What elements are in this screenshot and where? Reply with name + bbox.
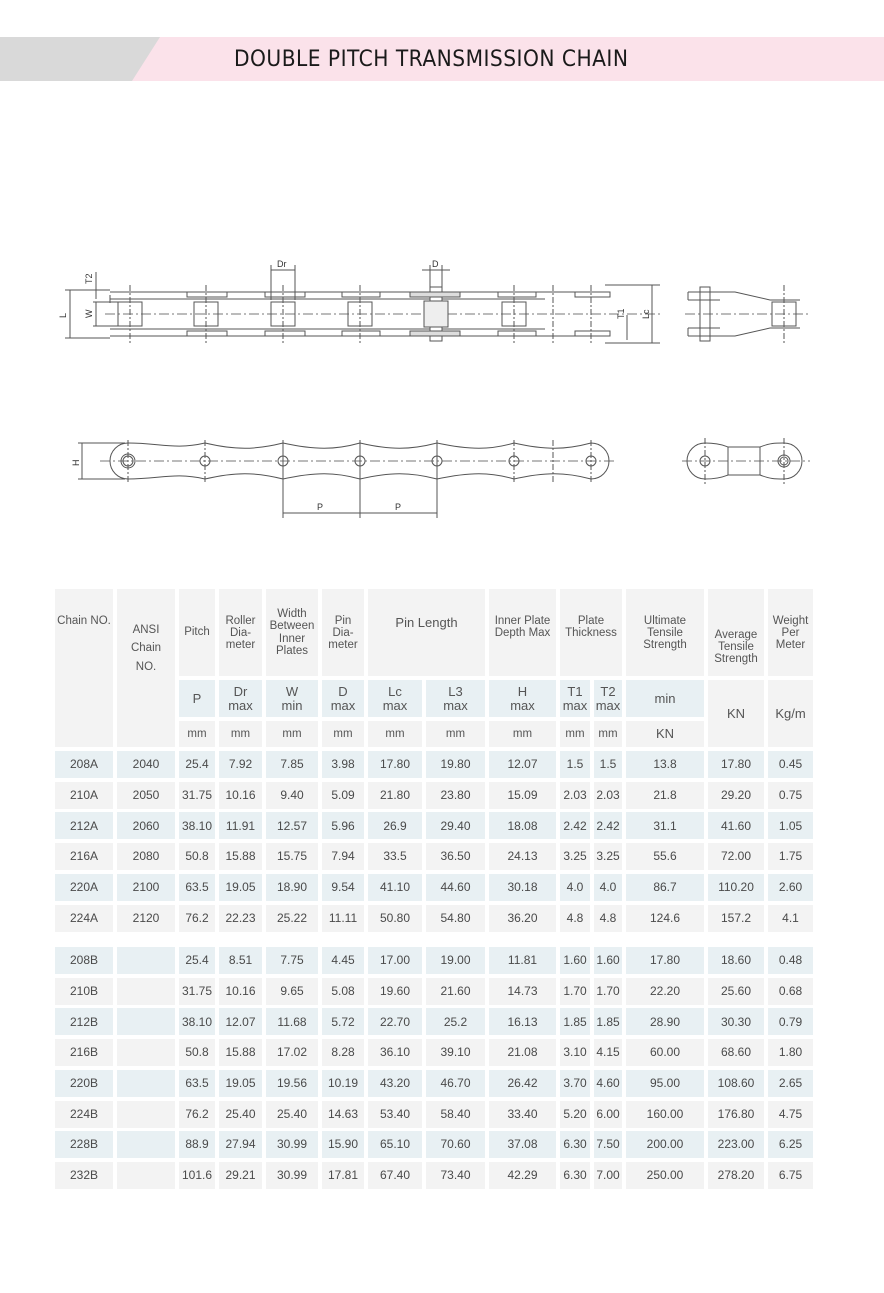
header-inner-plate-depth: Inner Plate Depth Max [489, 589, 556, 676]
cell-pin-length-l3: 44.60 [426, 874, 485, 901]
cell-ansi-no [117, 1131, 175, 1158]
cell-pitch: 25.4 [179, 751, 215, 778]
cell-pin-length-lc: 26.9 [368, 812, 422, 839]
cell-plate-t2: 4.15 [594, 1039, 622, 1066]
cell-plate-t2: 1.70 [594, 978, 622, 1005]
chain-side-view [71, 440, 615, 518]
page-title: DOUBLE PITCH TRANSMISSION CHAIN [234, 47, 629, 72]
cell-roller-dia: 11.91 [219, 812, 262, 839]
cell-width-inner: 9.40 [266, 782, 318, 809]
cell-width-inner: 15.75 [266, 843, 318, 870]
cell-inner-plate-depth: 37.08 [489, 1131, 556, 1158]
cell-plate-t2: 4.8 [594, 905, 622, 932]
cell-chain-no: 224B [55, 1101, 113, 1128]
label-t2: T2 [84, 273, 94, 284]
header-average-tensile: Average Tensile Strength [708, 589, 764, 676]
cell-ultimate-tensile: 160.00 [626, 1101, 704, 1128]
cell-chain-no: 232B [55, 1162, 113, 1189]
cell-roller-dia: 19.05 [219, 1070, 262, 1097]
cell-average-tensile: 72.00 [708, 843, 764, 870]
cell-plate-t1: 1.70 [560, 978, 590, 1005]
cell-pin-dia: 4.45 [322, 947, 364, 974]
cell-ansi-no: 2040 [117, 751, 175, 778]
cell-ultimate-tensile: 17.80 [626, 947, 704, 974]
cell-chain-no: 216B [55, 1039, 113, 1066]
cell-pin-length-lc: 22.70 [368, 1008, 422, 1035]
cell-plate-t1: 1.5 [560, 751, 590, 778]
cell-roller-dia: 19.05 [219, 874, 262, 901]
cell-width-inner: 19.56 [266, 1070, 318, 1097]
symbol-t1: T1 max [560, 680, 590, 717]
cell-plate-t2: 2.03 [594, 782, 622, 809]
symbol-l3: L3 max [426, 680, 485, 717]
label-lc: Lc [641, 309, 651, 319]
cell-plate-t1: 3.10 [560, 1039, 590, 1066]
cell-pin-length-l3: 73.40 [426, 1162, 485, 1189]
cell-average-tensile: 108.60 [708, 1070, 764, 1097]
cell-ultimate-tensile: 31.1 [626, 812, 704, 839]
cell-pin-length-lc: 53.40 [368, 1101, 422, 1128]
cell-weight-per-meter: 2.60 [768, 874, 813, 901]
cell-pin-dia: 5.72 [322, 1008, 364, 1035]
header-weight-per-meter: Weight Per Meter [768, 589, 813, 676]
cell-weight-per-meter: 1.05 [768, 812, 813, 839]
header-ultimate-tensile: Ultimate Tensile Strength [626, 589, 704, 676]
cell-inner-plate-depth: 18.08 [489, 812, 556, 839]
cell-roller-dia: 29.21 [219, 1162, 262, 1189]
cell-chain-no: 212A [55, 812, 113, 839]
cell-chain-no: 210B [55, 978, 113, 1005]
cell-width-inner: 11.68 [266, 1008, 318, 1035]
cell-ansi-no: 2060 [117, 812, 175, 839]
cell-inner-plate-depth: 24.13 [489, 843, 556, 870]
chain-top-view [58, 259, 660, 343]
cell-pitch: 76.2 [179, 1101, 215, 1128]
cell-ansi-no [117, 1008, 175, 1035]
cell-roller-dia: 8.51 [219, 947, 262, 974]
unit-pitch: mm [179, 721, 215, 747]
cell-pin-length-l3: 70.60 [426, 1131, 485, 1158]
cell-inner-plate-depth: 11.81 [489, 947, 556, 974]
chain-technical-drawing [0, 0, 884, 560]
cell-ansi-no [117, 978, 175, 1005]
cell-pin-length-lc: 50.80 [368, 905, 422, 932]
label-w: W [84, 309, 94, 318]
cell-inner-plate-depth: 12.07 [489, 751, 556, 778]
cell-chain-no: 208B [55, 947, 113, 974]
symbol-ultimate-min: min [626, 680, 704, 717]
cell-width-inner: 25.22 [266, 905, 318, 932]
header-width-inner: Width Between Inner Plates [266, 589, 318, 676]
cell-width-inner: 7.85 [266, 751, 318, 778]
cell-inner-plate-depth: 26.42 [489, 1070, 556, 1097]
cell-ansi-no: 2080 [117, 843, 175, 870]
cell-roller-dia: 10.16 [219, 782, 262, 809]
cell-pin-length-l3: 23.80 [426, 782, 485, 809]
cell-width-inner: 30.99 [266, 1131, 318, 1158]
cell-ansi-no: 2120 [117, 905, 175, 932]
symbol-pin-dia: D max [322, 680, 364, 717]
symbol-h: H max [489, 680, 556, 717]
cell-ultimate-tensile: 13.8 [626, 751, 704, 778]
cell-inner-plate-depth: 36.20 [489, 905, 556, 932]
cell-width-inner: 7.75 [266, 947, 318, 974]
cell-roller-dia: 25.40 [219, 1101, 262, 1128]
cell-plate-t2: 4.0 [594, 874, 622, 901]
cell-pin-dia: 5.09 [322, 782, 364, 809]
cell-pin-length-lc: 17.80 [368, 751, 422, 778]
cell-pin-dia: 15.90 [322, 1131, 364, 1158]
cell-average-tensile: 18.60 [708, 947, 764, 974]
cell-plate-t2: 7.00 [594, 1162, 622, 1189]
cell-plate-t1: 1.60 [560, 947, 590, 974]
cell-pin-length-l3: 46.70 [426, 1070, 485, 1097]
cell-inner-plate-depth: 21.08 [489, 1039, 556, 1066]
header-pitch: Pitch [179, 589, 215, 676]
cell-weight-per-meter: 0.79 [768, 1008, 813, 1035]
cell-inner-plate-depth: 42.29 [489, 1162, 556, 1189]
unit-pin-dia: mm [322, 721, 364, 747]
cell-width-inner: 9.65 [266, 978, 318, 1005]
unit-average-kn: KN [708, 680, 764, 747]
cell-pin-length-lc: 41.10 [368, 874, 422, 901]
cell-ansi-no [117, 1162, 175, 1189]
cell-pin-length-l3: 54.80 [426, 905, 485, 932]
cell-weight-per-meter: 0.48 [768, 947, 813, 974]
cell-weight-per-meter: 6.25 [768, 1131, 813, 1158]
cell-pin-length-l3: 58.40 [426, 1101, 485, 1128]
cell-pin-dia: 17.81 [322, 1162, 364, 1189]
cell-pin-length-lc: 19.60 [368, 978, 422, 1005]
cell-plate-t1: 3.25 [560, 843, 590, 870]
cell-plate-t2: 7.50 [594, 1131, 622, 1158]
cell-plate-t1: 6.30 [560, 1131, 590, 1158]
cell-pin-length-lc: 21.80 [368, 782, 422, 809]
unit-h: mm [489, 721, 556, 747]
cell-plate-t2: 1.5 [594, 751, 622, 778]
cell-pitch: 50.8 [179, 1039, 215, 1066]
cell-pin-dia: 10.19 [322, 1070, 364, 1097]
offset-link-top-view [685, 285, 810, 343]
symbol-roller: Dr max [219, 680, 262, 717]
cell-plate-t2: 1.85 [594, 1008, 622, 1035]
cell-pin-length-l3: 36.50 [426, 843, 485, 870]
symbol-width: W min [266, 680, 318, 717]
cell-ansi-no [117, 1101, 175, 1128]
cell-pin-dia: 5.96 [322, 812, 364, 839]
cell-pin-length-l3: 39.10 [426, 1039, 485, 1066]
cell-pitch: 76.2 [179, 905, 215, 932]
cell-pin-length-lc: 43.20 [368, 1070, 422, 1097]
unit-roller: mm [219, 721, 262, 747]
cell-ansi-no: 2100 [117, 874, 175, 901]
cell-chain-no: 210A [55, 782, 113, 809]
header-chain-no: Chain NO. [55, 589, 113, 747]
cell-pitch: 63.5 [179, 1070, 215, 1097]
label-dr: Dr [277, 259, 287, 269]
cell-width-inner: 17.02 [266, 1039, 318, 1066]
cell-inner-plate-depth: 16.13 [489, 1008, 556, 1035]
cell-ultimate-tensile: 22.20 [626, 978, 704, 1005]
label-p1: P [317, 502, 324, 512]
unit-l3: mm [426, 721, 485, 747]
cell-inner-plate-depth: 14.73 [489, 978, 556, 1005]
cell-pitch: 63.5 [179, 874, 215, 901]
cell-plate-t1: 4.0 [560, 874, 590, 901]
cell-average-tensile: 110.20 [708, 874, 764, 901]
cell-plate-t2: 4.60 [594, 1070, 622, 1097]
cell-plate-t2: 2.42 [594, 812, 622, 839]
cell-average-tensile: 278.20 [708, 1162, 764, 1189]
cell-width-inner: 30.99 [266, 1162, 318, 1189]
cell-weight-per-meter: 0.68 [768, 978, 813, 1005]
cell-pin-dia: 14.63 [322, 1101, 364, 1128]
unit-ultimate-kn: KN [626, 721, 704, 747]
cell-ansi-no [117, 1039, 175, 1066]
cell-roller-dia: 27.94 [219, 1131, 262, 1158]
cell-ultimate-tensile: 86.7 [626, 874, 704, 901]
cell-pin-length-l3: 29.40 [426, 812, 485, 839]
cell-pin-dia: 3.98 [322, 751, 364, 778]
cell-ansi-no: 2050 [117, 782, 175, 809]
cell-average-tensile: 30.30 [708, 1008, 764, 1035]
cell-pin-length-l3: 25.2 [426, 1008, 485, 1035]
header-plate-thickness: Plate Thickness [560, 589, 622, 676]
cell-plate-t1: 5.20 [560, 1101, 590, 1128]
cell-pin-length-l3: 19.00 [426, 947, 485, 974]
cell-plate-t1: 4.8 [560, 905, 590, 932]
cell-chain-no: 220A [55, 874, 113, 901]
cell-plate-t1: 6.30 [560, 1162, 590, 1189]
cell-average-tensile: 25.60 [708, 978, 764, 1005]
cell-roller-dia: 15.88 [219, 843, 262, 870]
header-ansi: ANSI Chain NO. [117, 589, 175, 747]
cell-chain-no: 212B [55, 1008, 113, 1035]
cell-weight-per-meter: 0.75 [768, 782, 813, 809]
cell-weight-per-meter: 6.75 [768, 1162, 813, 1189]
cell-ultimate-tensile: 200.00 [626, 1131, 704, 1158]
cell-weight-per-meter: 0.45 [768, 751, 813, 778]
cell-pin-length-lc: 36.10 [368, 1039, 422, 1066]
cell-chain-no: 216A [55, 843, 113, 870]
cell-roller-dia: 10.16 [219, 978, 262, 1005]
offset-link-side-view [682, 438, 810, 484]
cell-pitch: 25.4 [179, 947, 215, 974]
cell-weight-per-meter: 4.75 [768, 1101, 813, 1128]
cell-average-tensile: 29.20 [708, 782, 764, 809]
cell-weight-per-meter: 1.80 [768, 1039, 813, 1066]
cell-chain-no: 208A [55, 751, 113, 778]
cell-weight-per-meter: 2.65 [768, 1070, 813, 1097]
unit-t1: mm [560, 721, 590, 747]
cell-average-tensile: 157.2 [708, 905, 764, 932]
cell-ultimate-tensile: 55.6 [626, 843, 704, 870]
cell-ultimate-tensile: 60.00 [626, 1039, 704, 1066]
symbol-pitch: P [179, 680, 215, 717]
cell-pin-dia: 8.28 [322, 1039, 364, 1066]
cell-roller-dia: 12.07 [219, 1008, 262, 1035]
cell-average-tensile: 223.00 [708, 1131, 764, 1158]
cell-pin-dia: 11.11 [322, 905, 364, 932]
header-pin-diameter: Pin Dia- meter [322, 589, 364, 676]
cell-pitch: 101.6 [179, 1162, 215, 1189]
cell-pin-length-l3: 21.60 [426, 978, 485, 1005]
label-p2: P [395, 502, 402, 512]
cell-average-tensile: 176.80 [708, 1101, 764, 1128]
cell-weight-per-meter: 4.1 [768, 905, 813, 932]
cell-plate-t1: 2.42 [560, 812, 590, 839]
cell-pin-dia: 5.08 [322, 978, 364, 1005]
cell-chain-no: 224A [55, 905, 113, 932]
cell-pin-length-lc: 17.00 [368, 947, 422, 974]
label-h: H [71, 459, 81, 466]
cell-plate-t1: 1.85 [560, 1008, 590, 1035]
cell-pitch: 38.10 [179, 812, 215, 839]
cell-pitch: 88.9 [179, 1131, 215, 1158]
cell-ansi-no [117, 947, 175, 974]
cell-plate-t2: 1.60 [594, 947, 622, 974]
header-roller-diameter: Roller Dia- meter [219, 589, 262, 676]
cell-plate-t1: 3.70 [560, 1070, 590, 1097]
cell-weight-per-meter: 1.75 [768, 843, 813, 870]
cell-roller-dia: 22.23 [219, 905, 262, 932]
cell-plate-t2: 6.00 [594, 1101, 622, 1128]
cell-width-inner: 18.90 [266, 874, 318, 901]
cell-ultimate-tensile: 21.8 [626, 782, 704, 809]
header-pin-length: Pin Length [368, 589, 485, 676]
cell-pitch: 31.75 [179, 782, 215, 809]
unit-t2: mm [594, 721, 622, 747]
cell-plate-t2: 3.25 [594, 843, 622, 870]
unit-width: mm [266, 721, 318, 747]
cell-inner-plate-depth: 30.18 [489, 874, 556, 901]
cell-chain-no: 228B [55, 1131, 113, 1158]
cell-pitch: 38.10 [179, 1008, 215, 1035]
cell-inner-plate-depth: 33.40 [489, 1101, 556, 1128]
cell-roller-dia: 7.92 [219, 751, 262, 778]
cell-width-inner: 25.40 [266, 1101, 318, 1128]
cell-pin-length-lc: 67.40 [368, 1162, 422, 1189]
unit-lc: mm [368, 721, 422, 747]
cell-average-tensile: 68.60 [708, 1039, 764, 1066]
cell-ultimate-tensile: 250.00 [626, 1162, 704, 1189]
cell-pin-length-lc: 33.5 [368, 843, 422, 870]
cell-pin-dia: 9.54 [322, 874, 364, 901]
cell-inner-plate-depth: 15.09 [489, 782, 556, 809]
cell-chain-no: 220B [55, 1070, 113, 1097]
cell-width-inner: 12.57 [266, 812, 318, 839]
cell-ansi-no [117, 1070, 175, 1097]
symbol-lc: Lc max [368, 680, 422, 717]
cell-pitch: 50.8 [179, 843, 215, 870]
cell-average-tensile: 41.60 [708, 812, 764, 839]
cell-ultimate-tensile: 95.00 [626, 1070, 704, 1097]
cell-pin-dia: 7.94 [322, 843, 364, 870]
cell-pin-length-l3: 19.80 [426, 751, 485, 778]
label-l: L [58, 312, 68, 318]
label-t1: T1 [616, 308, 626, 319]
cell-average-tensile: 17.80 [708, 751, 764, 778]
cell-pin-length-lc: 65.10 [368, 1131, 422, 1158]
cell-pitch: 31.75 [179, 978, 215, 1005]
label-d: D [432, 259, 439, 269]
cell-ultimate-tensile: 124.6 [626, 905, 704, 932]
symbol-t2: T2 max [594, 680, 622, 717]
cell-plate-t1: 2.03 [560, 782, 590, 809]
cell-ultimate-tensile: 28.90 [626, 1008, 704, 1035]
unit-weight-kgm: Kg/m [768, 680, 813, 747]
cell-roller-dia: 15.88 [219, 1039, 262, 1066]
